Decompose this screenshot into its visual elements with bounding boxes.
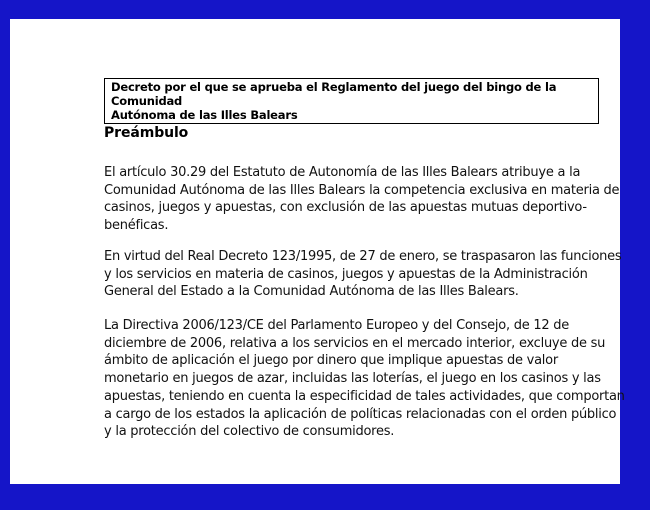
- paragraph-2: [104, 248, 622, 301]
- paragraph-line: diciembre de 2006, relativa a los servicios en el mercado interior, excluye de su: [104, 335, 606, 351]
- title-line-1: Decreto por el que se aprueba el Reglamento del juego del bingo de la Comunidad: [111, 80, 557, 108]
- decree-title-box: [104, 78, 599, 124]
- paragraph-line: apuestas, teniendo en cuenta la especificidad de tales actividades, que comportan: [104, 388, 625, 404]
- paragraph-line: Comunidad Autónoma de las Illes Balears la competencia exclusiva en materia de: [104, 182, 620, 198]
- paragraph-3: [104, 317, 625, 441]
- paragraph-line: monetario en juegos de azar, incluidas las loterías, el juego en los casinos y las: [104, 371, 601, 387]
- paragraph-line: La Directiva 2006/123/CE del Parlamento Europeo y del Consejo, de 12 de: [104, 318, 570, 333]
- paragraph-line: casinos, juegos y apuestas, con exclusión de las apuestas mutuas deportivo-: [104, 200, 587, 216]
- paragraph-1: [104, 164, 620, 235]
- paragraph-line: y la protección del colectivo de consumidores.: [104, 424, 395, 440]
- paragraph-line: General del Estado a la Comunidad Autónoma de las Illes Balears.: [104, 284, 519, 300]
- paragraph-line: benéficas.: [104, 218, 169, 234]
- paragraph-line: En virtud del Real Decreto 123/1995, de 27 de enero, se traspasaron las funciones: [104, 249, 622, 264]
- paragraph-line: ámbito de aplicación el juego por dinero que implique apuestas de valor: [104, 353, 558, 369]
- document-page: [10, 19, 625, 484]
- section-heading: Preámbulo: [104, 125, 189, 141]
- title-line-2: Autónoma de las Illes Balears: [111, 108, 298, 122]
- paragraph-line: a cargo de los estados la aplicación de políticas relacionadas con el orden público: [104, 406, 617, 422]
- paragraph-line: El artículo 30.29 del Estatuto de Autonomía de las Illes Balears atribuye a la: [104, 165, 581, 180]
- paragraph-line: y los servicios en materia de casinos, juegos y apuestas de la Administración: [104, 266, 588, 282]
